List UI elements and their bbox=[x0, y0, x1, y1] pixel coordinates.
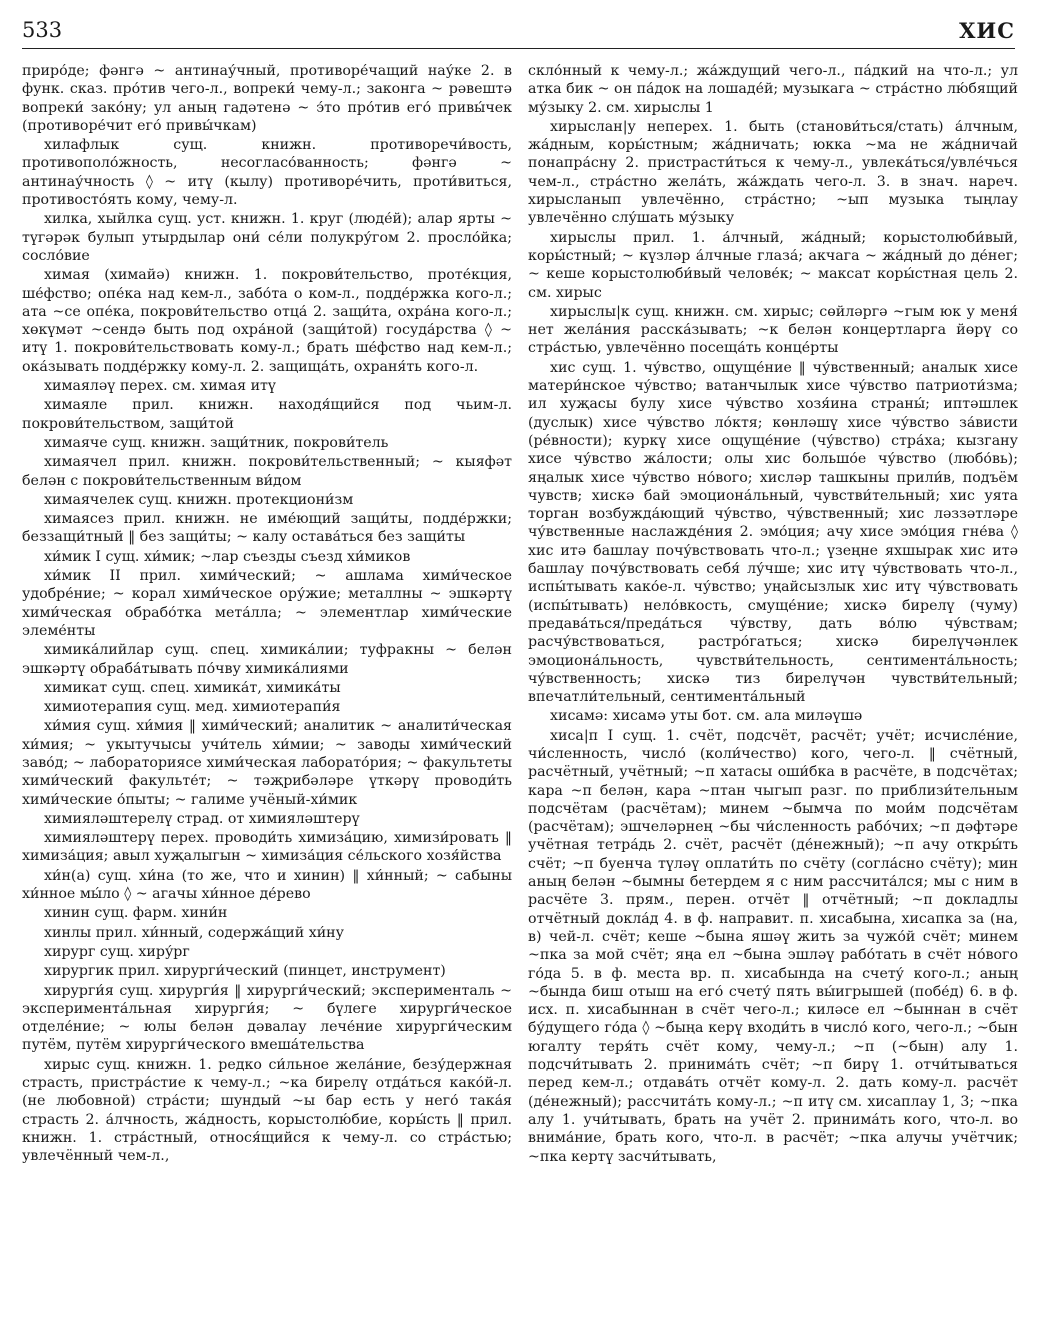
dictionary-entry: химикат сущ. спец. химика́т, химика́ты bbox=[44, 679, 341, 696]
dictionary-entry: хирургик прил. хирурги́ческий (пинцет, инструмент) bbox=[44, 963, 446, 980]
dictionary-entry: хилка, хыйлка сущ. уст. книжн. 1. круг (люде́й); алар ярты ~ түгәрәк булып утырдылар они́ се́ли полукру́гом 2. просло́йка; сосло́вие bbox=[22, 211, 512, 264]
dictionary-entry: химаячелек сущ. книжн. протекциони́зм bbox=[44, 491, 354, 508]
dictionary-entry: хирыс сущ. книжн. 1. редко си́льное жела́ние, безу́держная страсть, пристра́стие к чему-л.; ~ка бирелү отда́ться како́й-л. (не любовной) стра́сти; шундый ~ы бар есть у него́ така́я страсть 2. а́лчность, жа́дность, корыстолю́бие, коры́сть ‖ прил. книжн. 1. стра́стный, относя́щийся к чему-л. со стра́стью; увлечённый чем-л., bbox=[22, 1056, 512, 1165]
dictionary-entry: хирург сущ. хиру́рг bbox=[44, 943, 190, 960]
dictionary-entry: хинин сущ. фарм. хини́н bbox=[44, 905, 228, 922]
dictionary-entry: химияләштерү перех. проводи́ть химиза́цию, химизи́ровать ‖ химиза́ция; авыл хуҗалыгын ~ химиза́ция се́льского хозя́йства bbox=[22, 830, 512, 865]
dictionary-entry: химаячел прил. книжн. покрови́тельственный; ~ кыяфәт белән с покрови́тельственным ви́дом bbox=[22, 454, 512, 489]
dictionary-entry: химая (химайә) книжн. 1. покрови́тельство, проте́кция, ше́фство; опе́ка над кем-л., забо́та о ком-л., подде́ржка кого-л.; ата ~се опе́ка, покрови́тельство отца́ 2. защи́та, охра́на кого-л.; хөкүмәт ~сендә быть под охра́ной (защи́той) госуда́рства ◊ ~ итү 1. покрови́тельствовать кому-л.; брать ше́фство над кем-л.; ока́зывать подде́ржку кому-л. 2. защища́ть, охраня́ть кого-л. bbox=[22, 267, 512, 375]
dictionary-entry: химаяче сущ. книжн. защи́тник, покрови́тель bbox=[44, 434, 389, 451]
dictionary-entry: химаяләү перех. см. химая итү bbox=[44, 378, 276, 395]
page-header bbox=[22, 14, 1015, 49]
dictionary-entry: химаясез прил. книжн. не име́ющий защи́ты, подде́ржки; беззащи́тный ‖ без защи́ты; ~ калу остава́ться без защи́ты bbox=[22, 511, 512, 546]
dictionary-entry: химияләштерелү страд. от химияләштерү bbox=[44, 810, 360, 827]
left-column bbox=[22, 62, 512, 1324]
dictionary-entry: хиса|п I сущ. 1. счёт, подсчёт, расчёт; учёт; исчисле́ние, чи́сленность, число́ (коли́чество) кого, чего-л. ‖ счётный, расчётный, учётный; ~п хатасы оши́бка в расчёте, в подсчётах; кара ~п белән, кара ~птан чыгып разг. по приблизи́тельным подсчётам (расчётам); минем ~бымча по мои́м подсчётам (расчётам); эшчеләрнең ~бы чи́сленность рабо́чих; ~п дәфтәре учётная тетра́дь 2. счёт, расчёт (де́нежный); ~п ачу откры́ть счёт; ~п буенча түләү оплати́ть по счёту (согла́сно счёту); мин аның белән ~бымны бетердем я с ним рассчита́лся; мы с ним в расчёте 3. прям., перен. отчёт ‖ отчётный; ~п докладлы отчётный докла́д 4. в ф. направит. п. хисабына, хисапка за (на, в) чей-л. счёт; кеше ~бына яшәү жить за чужо́й счёт; минем ~пка за мой счёт; яңа ел ~бына эшләү рабо́тать в счёт но́вого го́да 5. в ф. места вр. п. хисабында на счету́ кого-л.; аның ~бында биш отыш на его́ счету́ пять вы́игрышей (побе́д) 6. в ф. исх. п. хисабыннан в счёт чего-л.; киләсе ел ~быннан в счёт бу́дущего го́да ◊ ~быңа керү входи́ть в число́ кого, чего-л.; ~бын югалту теря́ть счёт кому, чему-л.; ~п (~бын) алу 1. подсчи́тывать 2. принима́ть счёт; ~п бирү 1. отчи́тываться перед кем-л.; отдава́ть отчёт кому-л. 2. дать кому-л. расчёт (де́нежный); рассчита́ть кому-л.; ~п итү см. хисаплау 1, 3; ~пка алу 1. учи́тывать, брать на учёт 2. принима́ть кого, что-л. во внима́ние, брать кого, что-л. в расчёт; ~пка алучы учётчик; ~пка кертү засчи́тывать, bbox=[528, 727, 1018, 1165]
dictionary-entry: хисамә: хисамә уты бот. см. ала миләүшә bbox=[550, 708, 863, 725]
dictionary-entry: хирыслы|к сущ. книжн. см. хирыс; сөйләргә ~гым юк у меня́ нет жела́ния расска́зывать; ~к белән концертларга йөрү со стра́стью, увлечённо посеща́ть конце́рты bbox=[528, 303, 1018, 357]
dictionary-entry: скло́нный к чему-л.; жа́ждущий чего-л., па́дкий на что-л.; ул атка бик ~ он па́док на лошаде́й; музыкага ~ стра́стно лю́бящий му́зыку 2. см. хирыслы 1 bbox=[528, 63, 1018, 116]
dictionary-entry: хирыслан|у неперех. 1. быть (станови́ться/стать) а́лчным, жа́дным, коры́стным; жа́дничать; юкка ~ма не жа́дничай понапра́сну 2. пристрасти́ться к чему-л., увлека́ться/увле́чься чем-л., стра́стно жела́ть, жа́ждать чего-л. 3. в знач. нареч. хирысланып увлечённо, стра́стно; ~ып музыка тыңлау увлечённо слу́шать му́зыку bbox=[528, 118, 1018, 227]
page-number: 533 bbox=[22, 18, 63, 42]
dictionary-entry: хи́мик I сущ. хи́мик; ~лар съезды съезд хи́миков bbox=[44, 548, 411, 565]
dictionary-entry: химиотерапия сущ. мед. химиотерапи́я bbox=[44, 699, 341, 716]
dictionary-entry: химика́лийлар сущ. спец. химика́лии; туфракны ~ белән эшкәртү обраба́тывать по́чву химика́лиями bbox=[22, 642, 512, 677]
dictionary-entry: приро́де; фәнгә ~ антинау́чный, противоре́чащий нау́ке 2. в функ. сказ. про́тив чего-л., вопреки́ чему-л.; законга ~ рәвештә вопреки́ зако́ну; ул аның гадәтенә ~ э́то про́тив его́ привы́чек (противоре́чит его́ привы́чкам) bbox=[22, 63, 512, 134]
dictionary-entry: хилафлык сущ. книжн. противоречи́вость, противополо́жность, несогласо́ванность; фәнгә ~ антинау́чность ◊ ~ итү (кылу) противоре́чить, проти́виться, противосто́ять кому, чему-л. bbox=[22, 137, 512, 209]
dictionary-entry: хирыслы прил. 1. а́лчный, жа́дный; корыстолюби́вый, коры́стный; ~ күзләр а́лчные глаза́; акчага ~ жа́дный до де́нег; ~ кеше корыстолюби́вый челове́к; ~ максат коры́стная цель 2. см. хирыс bbox=[528, 229, 1018, 301]
running-head: ХИС bbox=[959, 18, 1015, 43]
dictionary-entry: хи́н(а) сущ. хи́на (то же, что и хинин) ‖ хи́нный; ~ сабыны хи́нное мы́ло ◊ ~ агачы хи́нное де́рево bbox=[22, 867, 512, 903]
right-column bbox=[528, 62, 1018, 1324]
dictionary-entry: хирурги́я сущ. хирурги́я ‖ хирурги́ческий; эксперименталь ~ эксперимента́льная хирурги́я; ~ бүлеге хирурги́ческое отделе́ние; ~ юлы белән дәвалау лече́ние хирурги́ческим путём, путём хирурги́ческого вмеша́тельства bbox=[22, 982, 512, 1054]
dictionary-entry: хи́мия сущ. хи́мия ‖ хими́ческий; аналитик ~ аналити́ческая хи́мия; ~ укытучысы учи́тель хи́мии; ~ заводы хими́ческий заво́д; ~ лабораториясе хими́ческая лаборато́рия; ~ факультеты хими́ческий факульте́т; ~ тәҗрибәләре үткәрү проводи́ть хими́ческие о́пыты; ~ галиме учёный-хи́мик bbox=[22, 718, 512, 808]
dictionary-entry: хи́мик II прил. хими́ческий; ~ ашлама хими́ческое удобре́ние; ~ корал хими́ческое ору́жие; металлны ~ эшкәртү хими́ческая обрабо́тка мета́лла; ~ элементлар хими́ческие элеме́нты bbox=[22, 568, 512, 639]
dictionary-entry: хис сущ. 1. чу́вство, ощуще́ние ‖ чу́вственный; аналык хисе матери́нское чу́вство; ватанчылык хисе чу́вство патриоти́зма; ил хуҗасы булу хисе чу́вство хозя́ина страны́; иптәшлек (дуслык) хисе чу́вство ло́ктя; көнләшү хисе чу́вство за́висти (ре́вности); куркү хисе ощуще́ние (чу́вство) стра́ха; кызгану хисе чу́вство жа́лости; олы хис большо́е чу́вство (любо́вь); яңалык хисе чу́вство но́вого; хисләр ташкыны прили́в, подъём чувств; хискә бай эмоциона́льный, чувстви́тельный; хис уята торган возбужда́ющий чу́вство, чу́вственный; хис ләззәтләре чу́вственные наслажде́ния 2. эмо́ция; ачу хисе эмо́ция гне́ва ◊ хис итә башлау почу́вствовать что-л.; үзеңне яхшырак хис итә башлау почу́вствовать себя́ лу́чше; хис итү чу́вствовать что-л., испы́тывать како́е-л. чу́вство; уңайсызлык хис итү чу́вствовать (испы́тывать) нело́вкость, смуще́ние; хискә бирелү (чуму) предава́ться/преда́ться чу́вству, дать во́лю чу́вствам; расчу́вствоваться, растро́гаться; хискә бирелүчәнлек эмоциона́льность, чувстви́тельность, сентимента́льность; чу́вственность; хискә тиз бирелүчән чувстви́тельный; впечатли́тельный, сентимента́льный bbox=[528, 359, 1018, 706]
dictionary-entry: хинлы прил. хи́нный, содержа́щий хи́ну bbox=[44, 924, 344, 941]
dictionary-entry: химаяле прил. книжн. находя́щийся под чьим-л. покрови́тельством, защи́той bbox=[22, 397, 512, 432]
